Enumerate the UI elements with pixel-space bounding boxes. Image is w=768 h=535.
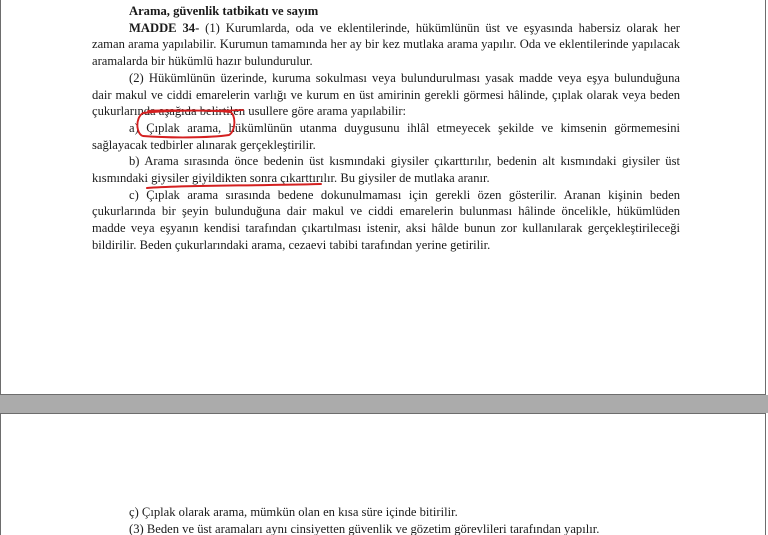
item-cedilla: ç) Çıplak olarak arama, mümkün olan en kısa süre içinde bitirilir.	[129, 505, 458, 519]
page-2-content	[129, 504, 689, 535]
section-heading: Arama, güvenlik tatbikatı ve sayım	[129, 4, 319, 18]
item-c: c) Çıplak arama sırasında bedene dokunulmaması için gerekli özen gösterilir. Aranan kişinin beden çukurlarında bir şeyin bulunduğuna dair makul ve ciddi emarelerin bulunması hâlinde öncelikle, hükümlüden madde veya eşyanın kendisi tarafından çıkartılması istenir, aksi hâlde bunun zor kullanılarak gerçekleştirileceği bildirilir. Beden çukurlarındaki arama, cezaevi tabibi tarafından yerine getirilir.	[92, 187, 680, 252]
item-a: a) Çıplak arama, hükümlünün utanma duygusunu ihlâl etmeyecek şekilde ve kimsenin görmemesini sağlayacak tedbirler alınarak gerçekleştirilir.	[92, 120, 680, 152]
paragraph-3: (3) Beden ve üst aramaları aynı cinsiyetten güvenlik ve gözetim görevlileri tarafından yapılır.	[129, 521, 600, 535]
article-label: MADDE 34-	[129, 20, 200, 35]
paragraph-1-text: (1) Kurumlarda, oda ve eklentilerinde, hükümlünün üst ve eşyasında habersiz olarak her zaman arama yapılabilir. Kurumun tamamında her ay bir kez mutlaka arama yapılır. Oda ve eklentilerinde yapılacak aramalarda bir hükümlü hazır bulundurulur.	[92, 20, 680, 69]
page-separator	[0, 395, 768, 413]
paragraph-1	[92, 20, 680, 70]
item-b: b) Arama sırasında önce bedenin üst kısmındaki giysiler çıkarttırılır, bedenin alt kısmındaki giysiler üst kısmındaki giysiler giyildikten sonra çıkarttırılır. Bu giysiler de mutlaka aranır.	[92, 154, 680, 186]
page-1-content	[92, 3, 680, 254]
paragraph-2: (2) Hükümlünün üzerinde, kuruma sokulması veya bulundurulması yasak madde veya eşya bulunduğuna dair makul ve ciddi emarelerin varlığı ve kurum en üst amirinin gerekli görmesi hâlinde, çıplak olarak veya beden çukurlarında aşağıda belirtilen usullere göre arama yapılabilir:	[92, 70, 680, 119]
document-page-2	[0, 413, 766, 535]
